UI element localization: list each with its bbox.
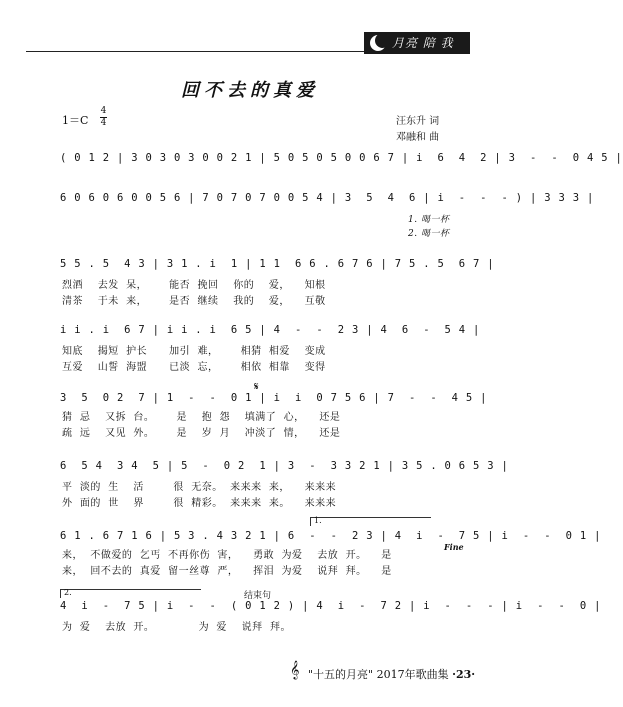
lyrics-line-6a: 平 淡的 生 活 很 无奈。 来来来 来， 来来来: [62, 482, 337, 493]
time-signature: [100, 107, 107, 128]
score-line-6: 6 5 4 3 4 5 | 5 - 0 2 1 | 3 - 3 3 2 1 | 3 5 . 0 6 5 3 |: [60, 460, 509, 472]
key-signature: 1＝C: [62, 114, 89, 127]
lyrics-line-6b: 外 面的 世 界 很 精彩。 来来来 来。 来来来: [62, 498, 337, 509]
lyrics-line-4a: 知底 揭短 护长 加引 难， 相猜 相爱 变成: [62, 346, 326, 357]
lyrics-line-3a: 烈酒 去发 呆， 能否 挽回 你的 爱， 知根: [62, 280, 326, 291]
score-line-1: ( 0 1 2 | 3 0 3 0 3 0 0 2 1 | 5 0 5 0 5 0 0 6 7 | i 6 4 2 | 3 - - 0 4 5 |: [60, 152, 623, 164]
volta-2-bracket: [60, 589, 201, 598]
volta-1-label: 1.: [314, 516, 322, 525]
footer-text: [308, 666, 475, 682]
time-bottom: 4: [100, 118, 107, 128]
moon-icon: [370, 35, 386, 51]
lyrics-line-3b: 清茶 于未 来， 是否 继续 我的 爱， 互敬: [62, 296, 326, 307]
score-line-5: 3 5 0 2 7 | 1 - - 0 1 | i i 0 7 5 6 | 7 - - 4 5 |: [60, 392, 488, 404]
fine-mark: Fine: [444, 542, 464, 552]
score-line-7: 6 1 . 6 7 1 6 | 5 3 . 4 3 2 1 | 6 - - 2 3 | 4 i - 7 5 | i - - 0 1 |: [60, 530, 602, 542]
score-line-3: 5 5 . 5 4 3 | 3 1 . i 1 | 1 1 6 6 . 6 7 6 | 7 5 . 5 6 7 |: [60, 258, 495, 270]
repeat-note-1: 1. 喝一杯: [408, 215, 450, 225]
ending-label: 结束句: [244, 591, 272, 601]
score-line-8: 4 i - 7 5 | i - - ( 0 1 2 ) | 4 i - 7 2 | i - - - | i - - 0 |: [60, 600, 602, 612]
treble-clef-icon: 𝄞: [290, 660, 300, 679]
lyrics-line-8a: 为 爱 去放 开。 为 爱 说拜 拜。: [62, 622, 292, 633]
lyrics-line-5a: 猜 忌 又拆 台。 是 抱 怨 填满了 心， 还是: [62, 412, 341, 423]
header-bar: [0, 30, 500, 56]
repeat-note-2: 2. 喝一杯: [408, 229, 450, 239]
volta-2-label: 2.: [64, 588, 72, 597]
song-title: 回不去的真爱: [181, 80, 319, 101]
time-top: 4: [100, 106, 107, 116]
score-line-4: i i . i 6 7 | i i . i 6 5 | 4 - - 2 3 | 4 6 - 5 4 |: [60, 324, 481, 336]
series-label: 月亮 陪 我: [392, 36, 454, 50]
lyrics-line-7b: 来， 回不去的 真爱 留一丝尊 严， 挥泪 为爱 说拜 拜。 是: [62, 566, 392, 577]
lyrics-line-7a: 来， 不做爱的 乞丐 不再你伤 害， 勇敢 为爱 去放 开。 是: [62, 550, 392, 561]
page-number: ·23·: [452, 668, 476, 681]
volta-1-bracket: [310, 517, 431, 526]
header-rule: [26, 51, 366, 52]
score-line-2: 6 0 6 0 6 0 0 5 6 | 7 0 7 0 7 0 0 5 4 | 3 5 4 6 | i - - - ) | 3 3 3 |: [60, 192, 595, 204]
lyrics-line-5b: 疏 远 又见 外。 是 岁 月 冲淡了 情， 还是: [62, 428, 341, 439]
composer: 邓融和 曲: [396, 132, 440, 143]
lyricist: 汪东升 词: [396, 116, 440, 127]
segno-mark: 𝄋: [254, 380, 259, 393]
lyrics-line-4b: 互爱 山誓 海盟 已淡 忘， 相依 相靠 变得: [62, 362, 326, 373]
footer-collection: "十五的月亮" 2017年歌曲集: [308, 668, 449, 681]
